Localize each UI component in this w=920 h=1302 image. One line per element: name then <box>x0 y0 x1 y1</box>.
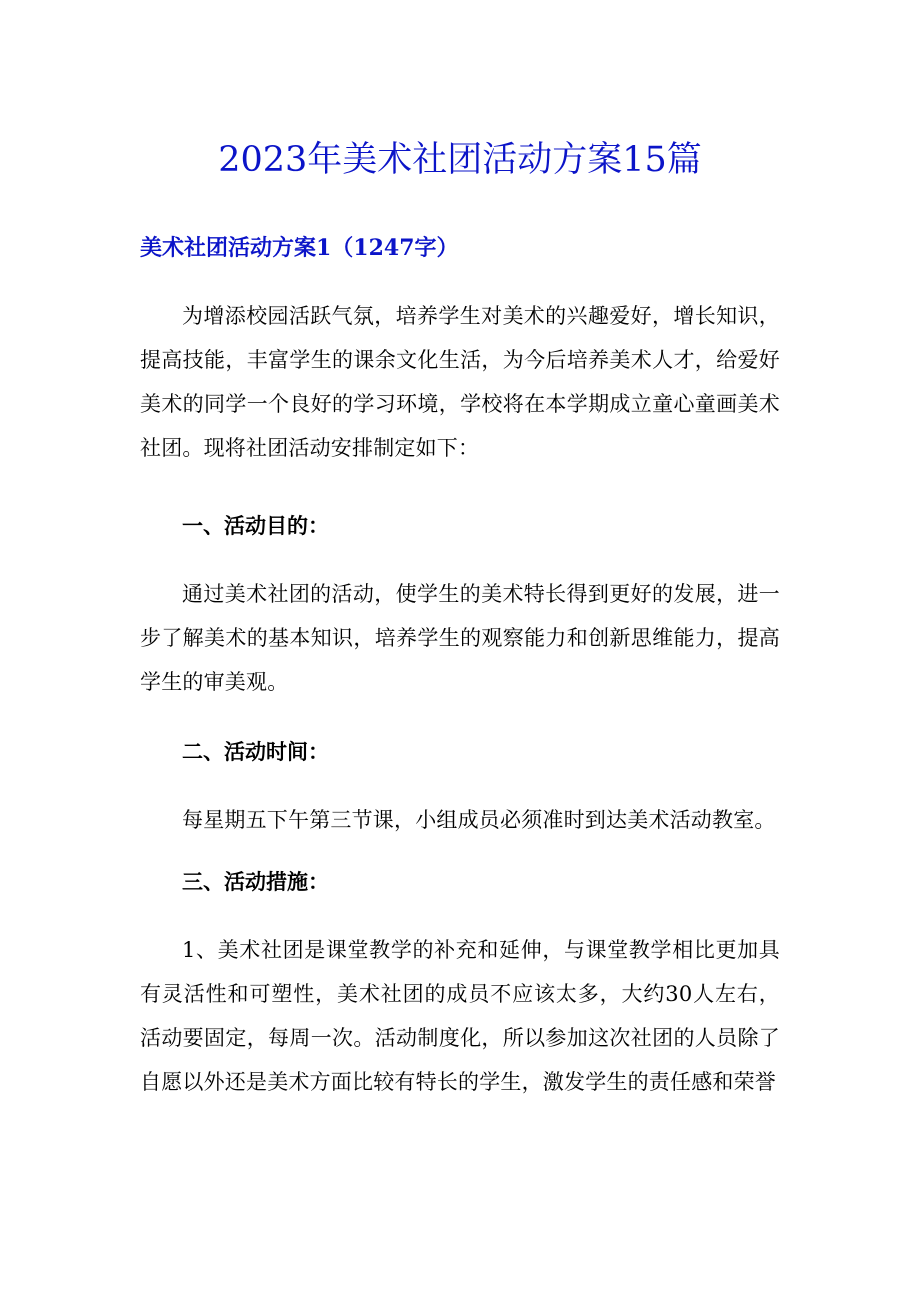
section-heading: 美术社团活动方案1（1247字） <box>140 235 459 261</box>
document-title: 2023年美术社团活动方案15篇 <box>218 140 702 180</box>
subheading-measures: 三、活动措施： <box>182 869 329 894</box>
time-paragraph: 每星期五下午第三节课，小组成员必须准时到达美术活动教室。 <box>182 808 776 832</box>
intro-paragraph: 为增添校园活跃气氛，培养学生对美术的兴趣爱好，增长知识，提高技能，丰富学生的课余文化生活，为今后培养美术人才，给爱好美术的同学一个良好的学习环境，学校将在本学期成立童心童画美术社团。现将社团活动安排制定如下： <box>140 304 780 460</box>
subheading-time: 二、活动时间： <box>182 739 329 764</box>
purpose-paragraph: 通过美术社团的活动，使学生的美术特长得到更好的发展，进一步了解美术的基本知识，培养学生的观察能力和创新思维能力，提高学生的审美观。 <box>140 582 780 694</box>
subheading-purpose: 一、活动目的： <box>182 513 329 538</box>
measures-paragraph: 1、美术社团是课堂教学的补充和延伸，与课堂教学相比更加具有灵活性和可塑性，美术社团的成员不应该太多，大约30人左右，活动要固定，每周一次。活动制度化，所以参加这次社团的人员除了自愿以外还是美术方面比较有特长的学生，激发学生的责任感和荣誉 <box>140 938 780 1094</box>
